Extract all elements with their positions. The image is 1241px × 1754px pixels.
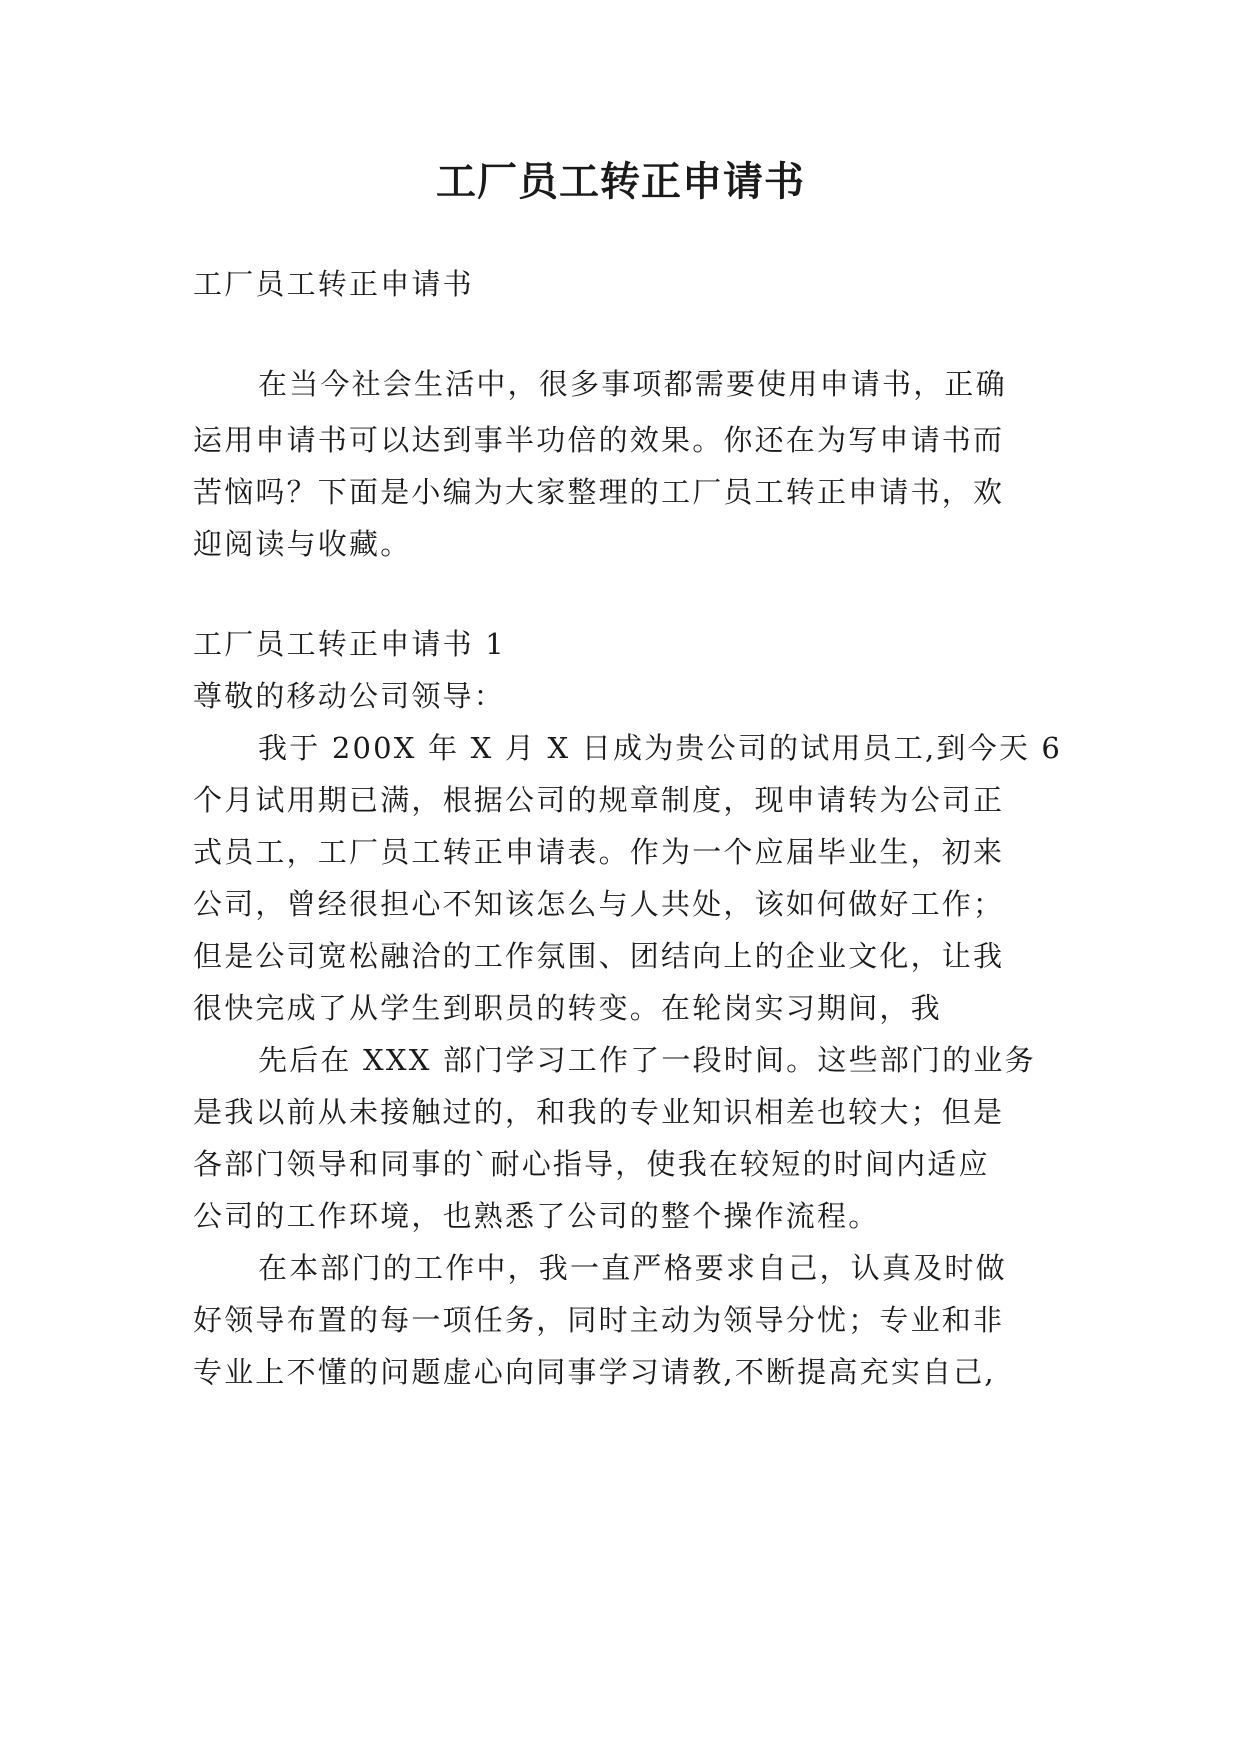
para2-line-3: 各部门领导和同事的`耐心指导，使我在较短的时间内适应 [193,1147,990,1181]
para3-line-3: 专业上不懂的问题虚心向同事学习请教,不断提高充实自己, [193,1355,996,1389]
para1-line-4: 公司，曾经很担心不知该怎么与人共处，该如何做好工作； [193,887,1005,921]
document-subtitle: 工厂员工转正申请书 [193,267,474,301]
para2-line-4: 公司的工作环境，也熟悉了公司的整个操作流程。 [193,1199,880,1233]
para3-line-1: 在本部门的工作中，我一直严格要求自己，认真及时做 [258,1251,1007,1285]
intro-line-1: 在当今社会生活中，很多事项都需要使用申请书，正确 [258,367,1007,401]
intro-line-4: 迎阅读与收藏。 [193,527,412,561]
para2-line-1: 先后在 XXX 部门学习工作了一段时间。这些部门的业务 [258,1043,1036,1077]
intro-line-3: 苦恼吗？下面是小编为大家整理的工厂员工转正申请书，欢 [193,475,1005,509]
para2-line-2: 是我以前从未接触过的，和我的专业知识相差也较大；但是 [193,1095,1005,1129]
para1-line-6: 很快完成了从学生到职员的转变。在轮岗实习期间，我 [193,991,942,1025]
intro-line-2: 运用申请书可以达到事半功倍的效果。你还在为写申请书而 [193,423,1005,457]
salutation: 尊敬的移动公司领导： [193,679,506,713]
section-heading: 工厂员工转正申请书 1 [193,627,506,661]
para1-line-2: 个月试用期已满，根据公司的规章制度，现申请转为公司正 [193,783,1005,817]
para1-line-1: 我于 200X 年 X 月 X 日成为贵公司的试用员工,到今天 6 [258,731,1063,765]
document-title: 工厂员工转正申请书 [436,158,805,205]
para1-line-5: 但是公司宽松融洽的工作氛围、团结向上的企业文化，让我 [193,939,1005,973]
para1-line-3: 式员工，工厂员工转正申请表。作为一个应届毕业生，初来 [193,835,1005,869]
para3-line-2: 好领导布置的每一项任务，同时主动为领导分忧；专业和非 [193,1303,1005,1337]
